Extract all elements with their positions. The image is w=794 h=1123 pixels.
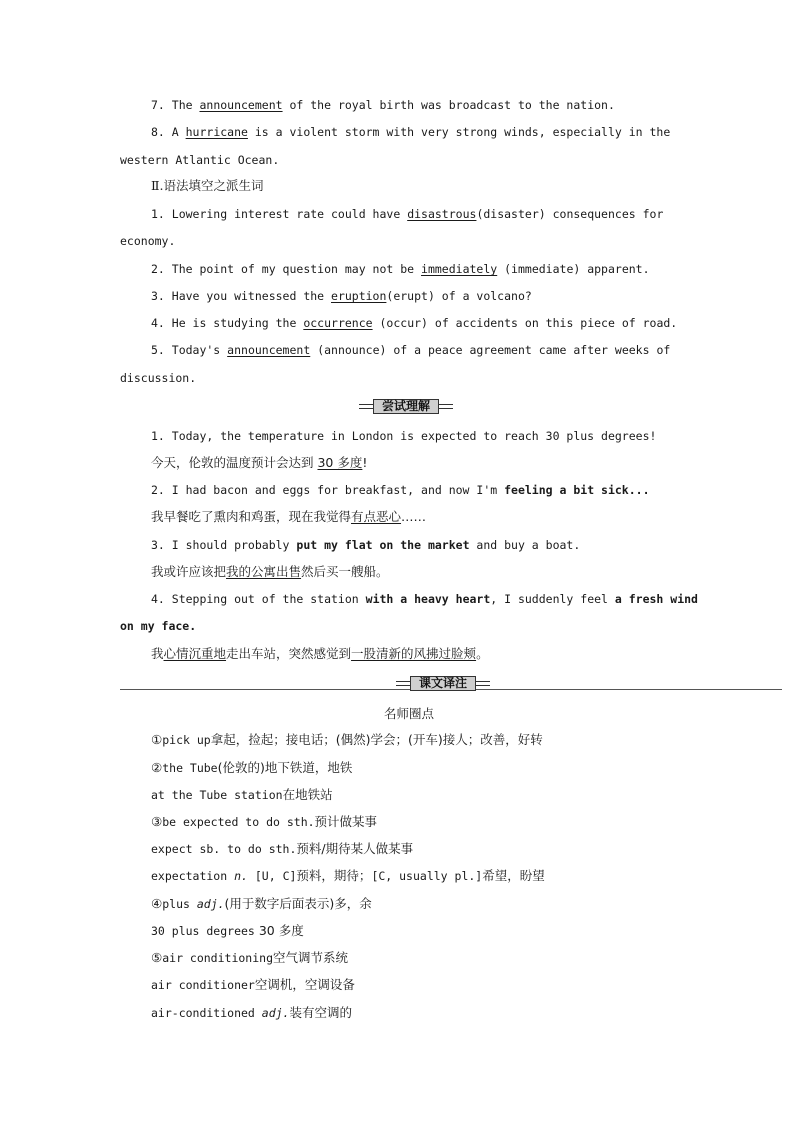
phrase-en: be expected to do sth. bbox=[162, 815, 315, 829]
answer-word: announcement bbox=[199, 98, 283, 112]
text: 我 bbox=[151, 646, 164, 661]
sentence-4-en bbox=[151, 591, 698, 607]
part-of-speech: adj. bbox=[196, 897, 225, 911]
sentence-3-en bbox=[151, 537, 580, 553]
text: (announce) of a peace agreement came after weeks of bbox=[310, 343, 671, 357]
meaning-cn: 预料/期待某人做某事 bbox=[296, 841, 414, 856]
grammar-item-1-cont: economy. bbox=[120, 234, 176, 248]
text: 今天，伦敦的温度预计会达到 bbox=[151, 455, 318, 470]
section-banner-understand bbox=[359, 399, 453, 413]
key-phrase: with a heavy heart bbox=[365, 592, 491, 606]
vocab-item-7 bbox=[151, 97, 615, 113]
key-phrase: 30 多度 bbox=[317, 455, 363, 470]
note-3 bbox=[151, 814, 377, 830]
text: and buy a boat. bbox=[469, 538, 581, 552]
grammar-tag: [C, usually pl.] bbox=[371, 869, 483, 883]
sentence-1-cn bbox=[151, 455, 367, 471]
grammar-tag: [U, C] bbox=[247, 869, 297, 883]
note-5 bbox=[151, 950, 348, 966]
text: 走出车站，突然感觉到 bbox=[226, 646, 352, 661]
text: (immediate) apparent. bbox=[497, 262, 650, 276]
key-phrase: 一股清新的风拂过脸颊 bbox=[351, 646, 477, 661]
key-phrase: feeling a bit sick... bbox=[504, 483, 650, 497]
meaning-cn: 30 多度 bbox=[254, 923, 304, 938]
note-4b bbox=[151, 923, 304, 939]
note-number: ① bbox=[151, 732, 163, 747]
banner-label: 课文译注 bbox=[410, 676, 476, 691]
text: (occur) of accidents on this piece of road. bbox=[372, 316, 678, 330]
sentence-2-en bbox=[151, 482, 650, 498]
sentence-3-cn bbox=[151, 564, 389, 580]
key-phrase: 有点恶心 bbox=[351, 509, 402, 524]
key-phrase: 心情沉重地 bbox=[163, 646, 227, 661]
answer-word: disastrous bbox=[407, 207, 477, 221]
meaning-cn: 预料，期待； bbox=[296, 868, 372, 883]
note-3b bbox=[151, 841, 413, 857]
phrase-en: air conditioner bbox=[151, 978, 255, 992]
text: 我或许应该把 bbox=[151, 564, 227, 579]
meaning-cn: 拿起，捡起；接电话；(偶然)学会；(开车)接人；改善，好转 bbox=[210, 732, 543, 747]
vocab-item-8-cont: western Atlantic Ocean. bbox=[120, 153, 280, 167]
sentence-2-cn bbox=[151, 509, 426, 525]
phrase-en: the Tube bbox=[162, 761, 218, 775]
note-number: ④ bbox=[151, 896, 163, 911]
sentence-1-en: 1. Today, the temperature in London is expected to reach 30 plus degrees! bbox=[151, 429, 657, 443]
text: 1. Lowering interest rate could have bbox=[151, 207, 408, 221]
note-2 bbox=[151, 760, 352, 776]
banner-right-cap bbox=[476, 681, 490, 686]
meaning-cn: 装有空调的 bbox=[289, 1005, 352, 1020]
section-heading-grammar bbox=[151, 178, 264, 194]
meaning-cn: (用于数字后面表示)多，余 bbox=[224, 896, 372, 911]
text: of the royal birth was broadcast to the nation. bbox=[282, 98, 615, 112]
text: ! bbox=[362, 455, 368, 470]
note-2b bbox=[151, 787, 333, 803]
phrase-en: plus bbox=[162, 897, 197, 911]
key-phrase: a fresh wind bbox=[614, 592, 698, 606]
text: 8. A bbox=[151, 125, 186, 139]
roman-numeral: Ⅱ. bbox=[151, 178, 164, 193]
text: 。 bbox=[476, 646, 489, 661]
part-of-speech: adj. bbox=[261, 1006, 290, 1020]
key-phrase: put my flat on the market bbox=[296, 538, 470, 552]
text: 2. I had bacon and eggs for breakfast, and now I'm bbox=[151, 483, 505, 497]
text: (erupt) of a volcano? bbox=[386, 289, 532, 303]
notes-title: 名师圈点 bbox=[384, 706, 435, 721]
note-3c bbox=[151, 868, 545, 884]
answer-word: immediately bbox=[421, 262, 498, 276]
phrase-en: expect sb. to do sth. bbox=[151, 842, 297, 856]
phrase-en: air conditioning bbox=[162, 951, 273, 965]
phrase-en: pick up bbox=[162, 733, 211, 747]
meaning-cn: 希望，盼望 bbox=[482, 868, 545, 883]
text: (disaster) consequences for bbox=[476, 207, 664, 221]
answer-word: occurrence bbox=[303, 316, 373, 330]
answer-word: hurricane bbox=[185, 125, 248, 139]
meaning-cn: 预计做某事 bbox=[314, 814, 378, 829]
text: 7. The bbox=[151, 98, 200, 112]
answer-word: announcement bbox=[227, 343, 311, 357]
sentence-4-cn bbox=[151, 646, 489, 662]
meaning-cn: (伦敦的)地下铁道，地铁 bbox=[217, 760, 353, 775]
grammar-item-5 bbox=[151, 342, 670, 358]
grammar-item-4 bbox=[151, 315, 677, 331]
text: 3. Have you witnessed the bbox=[151, 289, 332, 303]
text: 2. The point of my question may not be bbox=[151, 262, 422, 276]
banner-label: 尝试理解 bbox=[373, 399, 439, 414]
meaning-cn: 空调机，空调设备 bbox=[254, 977, 355, 992]
phrase-en: at the Tube station bbox=[151, 788, 283, 802]
meaning-cn: 在地铁站 bbox=[282, 787, 333, 802]
note-number: ② bbox=[151, 760, 163, 775]
text: 5. Today's bbox=[151, 343, 228, 357]
text: 4. Stepping out of the station bbox=[151, 592, 366, 606]
key-phrase: 我的公寓出售 bbox=[226, 564, 302, 579]
text: …… bbox=[401, 509, 427, 524]
grammar-item-3 bbox=[151, 288, 532, 304]
phrase-en: expectation bbox=[151, 869, 235, 883]
note-1 bbox=[151, 732, 543, 748]
part-of-speech: n. bbox=[234, 869, 248, 883]
section-banner-notes bbox=[396, 676, 490, 690]
grammar-item-1 bbox=[151, 206, 663, 222]
text: 我早餐吃了熏肉和鸡蛋，现在我觉得 bbox=[151, 509, 352, 524]
vocab-item-8 bbox=[151, 124, 670, 140]
note-number: ⑤ bbox=[151, 950, 163, 965]
text: 4. He is studying the bbox=[151, 316, 304, 330]
banner-left-cap bbox=[359, 404, 373, 409]
note-5b bbox=[151, 977, 355, 993]
note-5c bbox=[151, 1005, 352, 1021]
banner-left-cap bbox=[396, 681, 410, 686]
grammar-item-5-cont: discussion. bbox=[120, 371, 197, 385]
phrase-en: air-conditioned bbox=[151, 1006, 262, 1020]
note-number: ③ bbox=[151, 814, 163, 829]
grammar-item-2 bbox=[151, 261, 650, 277]
meaning-cn: 空气调节系统 bbox=[273, 950, 349, 965]
note-4 bbox=[151, 896, 372, 912]
banner-right-cap bbox=[439, 404, 453, 409]
text: is a violent storm with very strong winds, especially in the bbox=[247, 125, 671, 139]
sentence-4-en-cont: on my face. bbox=[120, 619, 197, 633]
text: , I suddenly feel bbox=[490, 592, 615, 606]
answer-word: eruption bbox=[331, 289, 387, 303]
heading-text: 语法填空之派生词 bbox=[163, 178, 264, 193]
text: 3. I should probably bbox=[151, 538, 297, 552]
text: 然后买一艘船。 bbox=[301, 564, 389, 579]
phrase-en: 30 plus degrees bbox=[151, 924, 255, 938]
